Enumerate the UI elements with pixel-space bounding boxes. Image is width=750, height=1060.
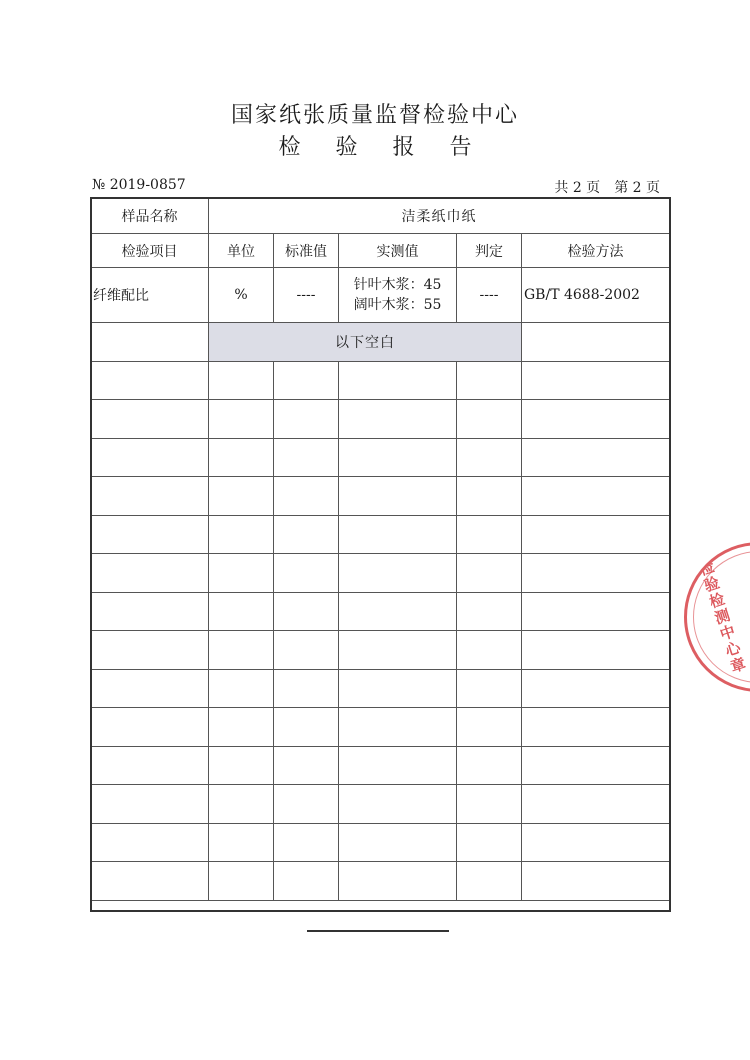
empty-table-row — [91, 438, 670, 477]
empty-cell — [457, 862, 522, 901]
empty-table-row — [91, 746, 670, 785]
empty-cell — [209, 477, 274, 516]
empty-cell — [339, 862, 457, 901]
empty-cell — [522, 592, 670, 631]
seal-char: 中 — [717, 622, 738, 644]
empty-cell — [274, 438, 339, 477]
blank-note: 以下空白 — [209, 323, 522, 362]
table-row — [91, 268, 670, 323]
empty-cell — [457, 477, 522, 516]
seal-char: 验 — [701, 573, 722, 596]
empty-cell — [209, 708, 274, 747]
empty-cell — [522, 823, 670, 862]
column-header-row — [91, 234, 670, 268]
empty-cell — [457, 631, 522, 670]
column-header-standard: 标准值 — [274, 234, 339, 268]
total-pages: 共 2 页 — [554, 180, 601, 196]
empty-cell — [209, 823, 274, 862]
empty-cell — [522, 862, 670, 901]
empty-cell — [209, 669, 274, 708]
empty-cell — [522, 323, 670, 362]
empty-cell — [274, 669, 339, 708]
empty-cell — [339, 554, 457, 593]
empty-cell — [274, 823, 339, 862]
footer-rule — [307, 930, 449, 932]
report-number: № 2019-0857 — [92, 177, 186, 193]
sample-name-row — [91, 198, 670, 234]
standard-cell: ---- — [274, 268, 339, 323]
empty-cell — [339, 669, 457, 708]
empty-cell — [91, 785, 209, 824]
empty-cell — [457, 592, 522, 631]
empty-cell — [522, 746, 670, 785]
column-header-method: 检验方法 — [522, 234, 670, 268]
seal-char: 章 — [728, 654, 749, 677]
empty-cell — [457, 669, 522, 708]
seal-char: 检 — [707, 589, 728, 612]
empty-cell — [339, 746, 457, 785]
empty-cell — [522, 515, 670, 554]
measured-softwood: 针叶木浆：45 — [353, 277, 442, 293]
empty-table-row — [91, 631, 670, 670]
empty-table-row — [91, 515, 670, 554]
inspection-table — [90, 197, 670, 901]
judgment-cell: ---- — [457, 268, 522, 323]
empty-cell — [339, 823, 457, 862]
empty-cell — [274, 592, 339, 631]
method-cell: GB/T 4688-2002 — [522, 268, 670, 323]
empty-cell — [339, 515, 457, 554]
empty-cell — [209, 515, 274, 554]
empty-table-row — [91, 361, 670, 400]
empty-cell — [209, 785, 274, 824]
empty-cell — [274, 862, 339, 901]
empty-cell — [339, 438, 457, 477]
empty-cell — [522, 400, 670, 439]
empty-cell — [209, 746, 274, 785]
empty-cell — [91, 438, 209, 477]
seal-char: 测 — [712, 605, 733, 628]
empty-table-row — [91, 785, 670, 824]
empty-cell — [457, 361, 522, 400]
empty-cell — [209, 438, 274, 477]
empty-cell — [457, 785, 522, 824]
empty-cell — [457, 554, 522, 593]
empty-cell — [274, 631, 339, 670]
empty-cell — [91, 669, 209, 708]
empty-cell — [274, 785, 339, 824]
empty-cell — [209, 554, 274, 593]
measured-hardwood: 阔叶木浆：55 — [353, 297, 442, 313]
empty-cell — [522, 438, 670, 477]
empty-cell — [274, 515, 339, 554]
empty-cell — [339, 361, 457, 400]
empty-cell — [339, 592, 457, 631]
measured-cell — [339, 268, 457, 323]
empty-cell — [522, 669, 670, 708]
empty-rows — [91, 361, 670, 900]
empty-cell — [522, 631, 670, 670]
sample-name-value: 洁柔纸巾纸 — [209, 198, 670, 234]
sample-name-label: 样品名称 — [91, 198, 209, 234]
empty-cell — [522, 708, 670, 747]
empty-cell — [91, 554, 209, 593]
empty-cell — [91, 477, 209, 516]
empty-cell — [274, 361, 339, 400]
report-title: 检 验 报 告 — [278, 135, 486, 160]
empty-table-row — [91, 592, 670, 631]
empty-table-row — [91, 708, 670, 747]
empty-table-row — [91, 669, 670, 708]
empty-table-row — [91, 554, 670, 593]
empty-cell — [339, 631, 457, 670]
empty-cell — [91, 746, 209, 785]
empty-cell — [91, 361, 209, 400]
empty-cell — [339, 785, 457, 824]
blank-note-row — [91, 323, 670, 362]
empty-table-row — [91, 823, 670, 862]
empty-cell — [209, 592, 274, 631]
organization-title: 国家纸张质量监督检验中心 — [230, 103, 519, 128]
column-header-judgment: 判定 — [457, 234, 522, 268]
empty-table-row — [91, 862, 670, 901]
empty-cell — [522, 554, 670, 593]
empty-cell — [91, 515, 209, 554]
empty-cell — [209, 400, 274, 439]
test-item-cell: 纤维配比 — [91, 268, 209, 323]
empty-cell — [274, 746, 339, 785]
empty-cell — [457, 708, 522, 747]
official-seal — [684, 542, 750, 692]
column-header-item: 检验项目 — [91, 234, 209, 268]
column-header-unit: 单位 — [209, 234, 274, 268]
empty-cell — [274, 708, 339, 747]
empty-cell — [209, 862, 274, 901]
empty-cell — [522, 477, 670, 516]
empty-cell — [457, 823, 522, 862]
empty-cell — [209, 631, 274, 670]
empty-cell — [274, 554, 339, 593]
empty-table-row — [91, 400, 670, 439]
empty-cell — [339, 477, 457, 516]
empty-cell — [457, 746, 522, 785]
empty-cell — [91, 400, 209, 439]
empty-cell — [91, 708, 209, 747]
empty-cell — [274, 400, 339, 439]
seal-char: 心 — [722, 638, 743, 661]
empty-cell — [91, 823, 209, 862]
empty-cell — [457, 515, 522, 554]
current-page: 第 2 页 — [614, 180, 660, 196]
seal-char: 检 — [696, 557, 717, 580]
unit-cell: % — [209, 268, 274, 323]
empty-cell — [91, 592, 209, 631]
empty-cell — [339, 400, 457, 439]
empty-cell — [274, 477, 339, 516]
empty-cell — [91, 631, 209, 670]
empty-cell — [457, 400, 522, 439]
empty-cell — [522, 785, 670, 824]
page-info — [540, 177, 660, 197]
empty-cell — [91, 323, 209, 362]
empty-cell — [339, 708, 457, 747]
empty-cell — [522, 361, 670, 400]
empty-cell — [209, 361, 274, 400]
empty-table-row — [91, 477, 670, 516]
empty-cell — [457, 438, 522, 477]
empty-cell — [91, 862, 209, 901]
column-header-measured: 实测值 — [339, 234, 457, 268]
